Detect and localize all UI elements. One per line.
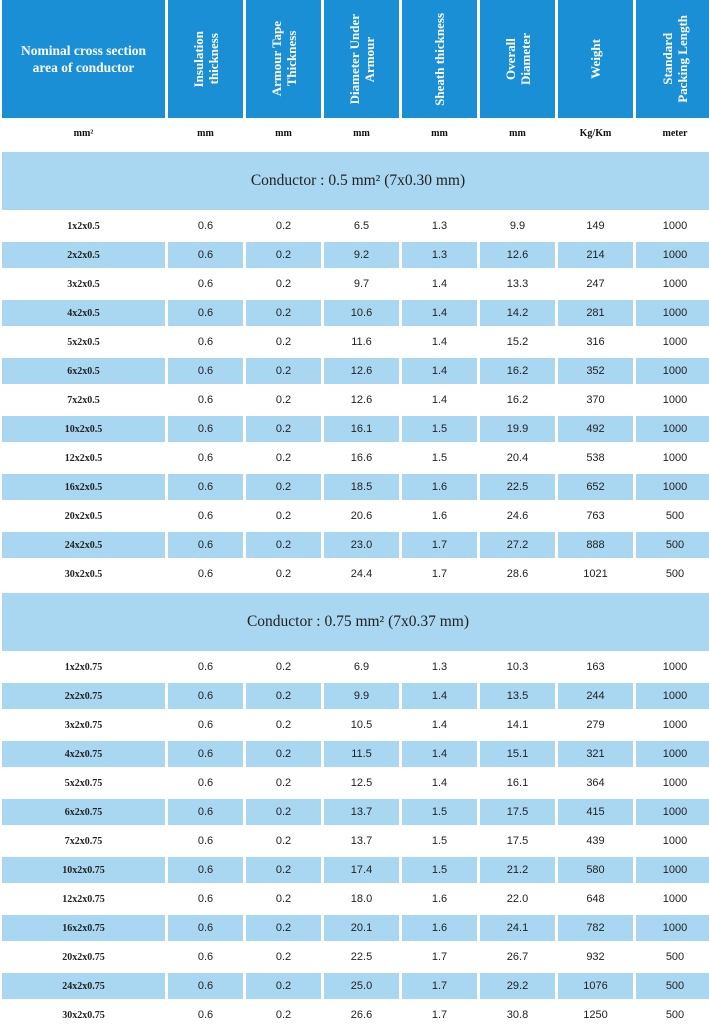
- value-cell: 1.7: [402, 1002, 477, 1031]
- value-cell: 1000: [636, 387, 709, 416]
- value-cell: 23.0: [324, 532, 399, 561]
- value-cell: 12.5: [324, 770, 399, 799]
- value-cell: 1.4: [402, 683, 477, 712]
- value-cell: 415: [558, 799, 633, 828]
- value-cell: 16.1: [480, 770, 555, 799]
- value-cell: 0.2: [246, 799, 321, 828]
- unit-cell: Kg/Km: [579, 128, 612, 139]
- value-cell: 1.7: [402, 973, 477, 1002]
- value-cell: 1.5: [402, 416, 477, 445]
- table-row: [2, 828, 709, 857]
- value-cell: 1.6: [402, 915, 477, 944]
- table-row: [2, 358, 709, 387]
- header-diameter-under-armour: Diameter Under Armour: [324, 0, 399, 118]
- cable-size-cell: 10x2x0.75: [2, 857, 165, 886]
- table-row: [2, 799, 709, 828]
- value-cell: 0.2: [246, 358, 321, 387]
- value-cell: 25.0: [324, 973, 399, 1002]
- header-overall-diameter: Overall Diameter: [480, 0, 555, 118]
- value-cell: 11.6: [324, 329, 399, 358]
- value-cell: 652: [558, 474, 633, 503]
- table-row: [2, 445, 709, 474]
- header-insulation-thickness: Insulation thickness: [168, 0, 243, 118]
- value-cell: 580: [558, 857, 633, 886]
- value-cell: 1076: [558, 973, 633, 1002]
- value-cell: 538: [558, 445, 633, 474]
- cable-size-cell: 7x2x0.5: [2, 387, 165, 416]
- value-cell: 22.5: [324, 944, 399, 973]
- cable-size-cell: 20x2x0.75: [2, 944, 165, 973]
- value-cell: 0.6: [168, 915, 243, 944]
- value-cell: 439: [558, 828, 633, 857]
- value-cell: 500: [636, 1002, 709, 1031]
- value-cell: 15.2: [480, 329, 555, 358]
- table-row: [2, 329, 709, 358]
- table-row: [2, 712, 709, 741]
- value-cell: 27.2: [480, 532, 555, 561]
- table-row: [2, 973, 709, 1002]
- value-cell: 28.6: [480, 561, 555, 590]
- value-cell: 0.6: [168, 683, 243, 712]
- cable-size-cell: 12x2x0.75: [2, 886, 165, 915]
- value-cell: 18.5: [324, 474, 399, 503]
- value-cell: 1250: [558, 1002, 633, 1031]
- value-cell: 0.2: [246, 242, 321, 271]
- cable-size-cell: 4x2x0.5: [2, 300, 165, 329]
- value-cell: 0.6: [168, 828, 243, 857]
- cable-size-cell: 2x2x0.75: [2, 683, 165, 712]
- value-cell: 214: [558, 242, 633, 271]
- value-cell: 22.0: [480, 886, 555, 915]
- value-cell: 1.7: [402, 944, 477, 973]
- value-cell: 9.9: [324, 683, 399, 712]
- value-cell: 0.6: [168, 445, 243, 474]
- value-cell: 0.2: [246, 532, 321, 561]
- value-cell: 0.6: [168, 271, 243, 300]
- cable-size-cell: 24x2x0.5: [2, 532, 165, 561]
- value-cell: 0.2: [246, 654, 321, 683]
- table-body: [2, 149, 709, 1031]
- value-cell: 500: [636, 944, 709, 973]
- section-header-row: [2, 593, 709, 651]
- cable-size-cell: 24x2x0.75: [2, 973, 165, 1002]
- header-nominal-cross-section: Nominal cross section area of conductor: [2, 0, 165, 118]
- table-row: [2, 1002, 709, 1031]
- value-cell: 1.4: [402, 387, 477, 416]
- value-cell: 0.6: [168, 973, 243, 1002]
- cable-size-cell: 20x2x0.5: [2, 503, 165, 532]
- value-cell: 0.2: [246, 329, 321, 358]
- cable-size-cell: 3x2x0.5: [2, 271, 165, 300]
- value-cell: 500: [636, 973, 709, 1002]
- value-cell: 1.5: [402, 445, 477, 474]
- units-row: [2, 118, 709, 149]
- value-cell: 0.2: [246, 886, 321, 915]
- value-cell: 1000: [636, 915, 709, 944]
- value-cell: 1000: [636, 712, 709, 741]
- value-cell: 1.3: [402, 654, 477, 683]
- table-row: [2, 503, 709, 532]
- table-row: [2, 474, 709, 503]
- unit-cell: mm: [431, 128, 448, 139]
- value-cell: 12.6: [324, 387, 399, 416]
- value-cell: 1.4: [402, 358, 477, 387]
- value-cell: 1.5: [402, 828, 477, 857]
- unit-cell: mm: [509, 128, 526, 139]
- value-cell: 0.2: [246, 828, 321, 857]
- value-cell: 244: [558, 683, 633, 712]
- value-cell: 30.8: [480, 1002, 555, 1031]
- value-cell: 279: [558, 712, 633, 741]
- value-cell: 0.2: [246, 1002, 321, 1031]
- value-cell: 648: [558, 886, 633, 915]
- value-cell: 1.6: [402, 886, 477, 915]
- table-row: [2, 770, 709, 799]
- cable-size-cell: 30x2x0.5: [2, 561, 165, 590]
- value-cell: 0.6: [168, 416, 243, 445]
- value-cell: 163: [558, 654, 633, 683]
- value-cell: 1.3: [402, 213, 477, 242]
- value-cell: 13.5: [480, 683, 555, 712]
- value-cell: 932: [558, 944, 633, 973]
- value-cell: 15.1: [480, 741, 555, 770]
- value-cell: 0.6: [168, 358, 243, 387]
- value-cell: 0.2: [246, 915, 321, 944]
- value-cell: 492: [558, 416, 633, 445]
- value-cell: 1000: [636, 242, 709, 271]
- value-cell: 26.7: [480, 944, 555, 973]
- value-cell: 0.2: [246, 503, 321, 532]
- value-cell: 247: [558, 271, 633, 300]
- value-cell: 1.4: [402, 271, 477, 300]
- value-cell: 1000: [636, 828, 709, 857]
- value-cell: 1.7: [402, 561, 477, 590]
- value-cell: 6.9: [324, 654, 399, 683]
- value-cell: 9.9: [480, 213, 555, 242]
- value-cell: 1000: [636, 741, 709, 770]
- value-cell: 1000: [636, 857, 709, 886]
- cable-size-cell: 5x2x0.75: [2, 770, 165, 799]
- cable-size-cell: 6x2x0.75: [2, 799, 165, 828]
- value-cell: 0.6: [168, 654, 243, 683]
- value-cell: 14.2: [480, 300, 555, 329]
- value-cell: 1000: [636, 770, 709, 799]
- value-cell: 0.6: [168, 300, 243, 329]
- value-cell: 0.6: [168, 741, 243, 770]
- value-cell: 370: [558, 387, 633, 416]
- header-row: [2, 0, 709, 118]
- value-cell: 1000: [636, 300, 709, 329]
- table-row: [2, 213, 709, 242]
- value-cell: 0.2: [246, 300, 321, 329]
- value-cell: 782: [558, 915, 633, 944]
- value-cell: 0.6: [168, 799, 243, 828]
- header-armour-tape-thickness: Armour Tape Thickness: [246, 0, 321, 118]
- value-cell: 0.6: [168, 857, 243, 886]
- value-cell: 1000: [636, 886, 709, 915]
- value-cell: 1000: [636, 799, 709, 828]
- table-row: [2, 271, 709, 300]
- value-cell: 1000: [636, 271, 709, 300]
- value-cell: 1.5: [402, 857, 477, 886]
- cable-size-cell: 7x2x0.75: [2, 828, 165, 857]
- cable-size-cell: 4x2x0.75: [2, 741, 165, 770]
- value-cell: 1000: [636, 329, 709, 358]
- value-cell: 14.1: [480, 712, 555, 741]
- value-cell: 20.1: [324, 915, 399, 944]
- value-cell: 17.5: [480, 799, 555, 828]
- value-cell: 22.5: [480, 474, 555, 503]
- value-cell: 17.5: [480, 828, 555, 857]
- value-cell: 149: [558, 213, 633, 242]
- value-cell: 0.6: [168, 474, 243, 503]
- value-cell: 316: [558, 329, 633, 358]
- section-title: Conductor : 0.75 mm² (7x0.37 mm): [2, 593, 709, 651]
- cable-size-cell: 3x2x0.75: [2, 712, 165, 741]
- value-cell: 321: [558, 741, 633, 770]
- value-cell: 13.7: [324, 799, 399, 828]
- value-cell: 0.2: [246, 770, 321, 799]
- section-header-row: [2, 152, 709, 210]
- value-cell: 0.6: [168, 886, 243, 915]
- value-cell: 0.6: [168, 561, 243, 590]
- value-cell: 352: [558, 358, 633, 387]
- cable-size-cell: 2x2x0.5: [2, 242, 165, 271]
- value-cell: 16.6: [324, 445, 399, 474]
- value-cell: 1.4: [402, 712, 477, 741]
- table-row: [2, 416, 709, 445]
- value-cell: 10.6: [324, 300, 399, 329]
- value-cell: 1.6: [402, 503, 477, 532]
- table-row: [2, 300, 709, 329]
- unit-cell: meter: [662, 128, 688, 139]
- value-cell: 281: [558, 300, 633, 329]
- table-row: [2, 387, 709, 416]
- value-cell: 0.2: [246, 683, 321, 712]
- value-cell: 0.6: [168, 387, 243, 416]
- value-cell: 0.2: [246, 561, 321, 590]
- section-title: Conductor : 0.5 mm² (7x0.30 mm): [2, 152, 709, 210]
- cable-size-cell: 6x2x0.5: [2, 358, 165, 387]
- value-cell: 500: [636, 561, 709, 590]
- value-cell: 0.2: [246, 445, 321, 474]
- header-standard-packing-length: Standard Packing Length: [636, 0, 709, 118]
- value-cell: 18.0: [324, 886, 399, 915]
- value-cell: 29.2: [480, 973, 555, 1002]
- value-cell: 0.2: [246, 944, 321, 973]
- value-cell: 9.7: [324, 271, 399, 300]
- value-cell: 0.2: [246, 857, 321, 886]
- table-row: [2, 654, 709, 683]
- cable-size-cell: 16x2x0.75: [2, 915, 165, 944]
- value-cell: 1.6: [402, 474, 477, 503]
- value-cell: 16.1: [324, 416, 399, 445]
- value-cell: 9.2: [324, 242, 399, 271]
- table-row: [2, 532, 709, 561]
- value-cell: 24.6: [480, 503, 555, 532]
- value-cell: 0.6: [168, 770, 243, 799]
- value-cell: 1.4: [402, 329, 477, 358]
- value-cell: 0.2: [246, 387, 321, 416]
- value-cell: 11.5: [324, 741, 399, 770]
- table-row: [2, 741, 709, 770]
- value-cell: 0.2: [246, 213, 321, 242]
- value-cell: 1.3: [402, 242, 477, 271]
- value-cell: 0.6: [168, 503, 243, 532]
- value-cell: 1.5: [402, 799, 477, 828]
- unit-cell: mm: [353, 128, 370, 139]
- value-cell: 12.6: [480, 242, 555, 271]
- value-cell: 10.3: [480, 654, 555, 683]
- value-cell: 364: [558, 770, 633, 799]
- cable-size-cell: 1x2x0.5: [2, 213, 165, 242]
- value-cell: 1000: [636, 213, 709, 242]
- value-cell: 0.2: [246, 741, 321, 770]
- value-cell: 1000: [636, 654, 709, 683]
- unit-cell: mm: [197, 128, 214, 139]
- table-row: [2, 857, 709, 886]
- value-cell: 24.1: [480, 915, 555, 944]
- value-cell: 0.2: [246, 271, 321, 300]
- table-row: [2, 683, 709, 712]
- unit-cell: mm: [275, 128, 292, 139]
- value-cell: 500: [636, 503, 709, 532]
- value-cell: 1.4: [402, 770, 477, 799]
- value-cell: 13.3: [480, 271, 555, 300]
- value-cell: 20.6: [324, 503, 399, 532]
- value-cell: 12.6: [324, 358, 399, 387]
- value-cell: 0.6: [168, 944, 243, 973]
- value-cell: 1.7: [402, 532, 477, 561]
- value-cell: 1000: [636, 358, 709, 387]
- value-cell: 0.2: [246, 416, 321, 445]
- value-cell: 16.2: [480, 387, 555, 416]
- value-cell: 24.4: [324, 561, 399, 590]
- cable-size-cell: 12x2x0.5: [2, 445, 165, 474]
- header-sheath-thickness: Sheath thickness: [402, 0, 477, 118]
- value-cell: 0.2: [246, 973, 321, 1002]
- value-cell: 888: [558, 532, 633, 561]
- cable-size-cell: 1x2x0.75: [2, 654, 165, 683]
- value-cell: 1000: [636, 416, 709, 445]
- value-cell: 1000: [636, 445, 709, 474]
- value-cell: 10.5: [324, 712, 399, 741]
- value-cell: 0.6: [168, 329, 243, 358]
- value-cell: 0.6: [168, 532, 243, 561]
- value-cell: 1000: [636, 683, 709, 712]
- value-cell: 20.4: [480, 445, 555, 474]
- value-cell: 19.9: [480, 416, 555, 445]
- value-cell: 13.7: [324, 828, 399, 857]
- table-row: [2, 915, 709, 944]
- cable-size-cell: 30x2x0.75: [2, 1002, 165, 1031]
- value-cell: 16.2: [480, 358, 555, 387]
- cable-size-cell: 5x2x0.5: [2, 329, 165, 358]
- table-row: [2, 561, 709, 590]
- table-row: [2, 242, 709, 271]
- value-cell: 1000: [636, 474, 709, 503]
- cable-size-cell: 10x2x0.5: [2, 416, 165, 445]
- value-cell: 6.5: [324, 213, 399, 242]
- header-weight: Weight: [558, 0, 633, 118]
- value-cell: 0.6: [168, 213, 243, 242]
- value-cell: 500: [636, 532, 709, 561]
- value-cell: 21.2: [480, 857, 555, 886]
- value-cell: 17.4: [324, 857, 399, 886]
- value-cell: 0.2: [246, 712, 321, 741]
- value-cell: 763: [558, 503, 633, 532]
- value-cell: 0.6: [168, 712, 243, 741]
- value-cell: 26.6: [324, 1002, 399, 1031]
- value-cell: 1021: [558, 561, 633, 590]
- value-cell: 0.6: [168, 242, 243, 271]
- value-cell: 1.4: [402, 741, 477, 770]
- value-cell: 0.2: [246, 474, 321, 503]
- table-row: [2, 944, 709, 973]
- table-row: [2, 886, 709, 915]
- value-cell: 0.6: [168, 1002, 243, 1031]
- cable-size-cell: 16x2x0.5: [2, 474, 165, 503]
- unit-cell: mm²: [73, 128, 94, 139]
- value-cell: 1.4: [402, 300, 477, 329]
